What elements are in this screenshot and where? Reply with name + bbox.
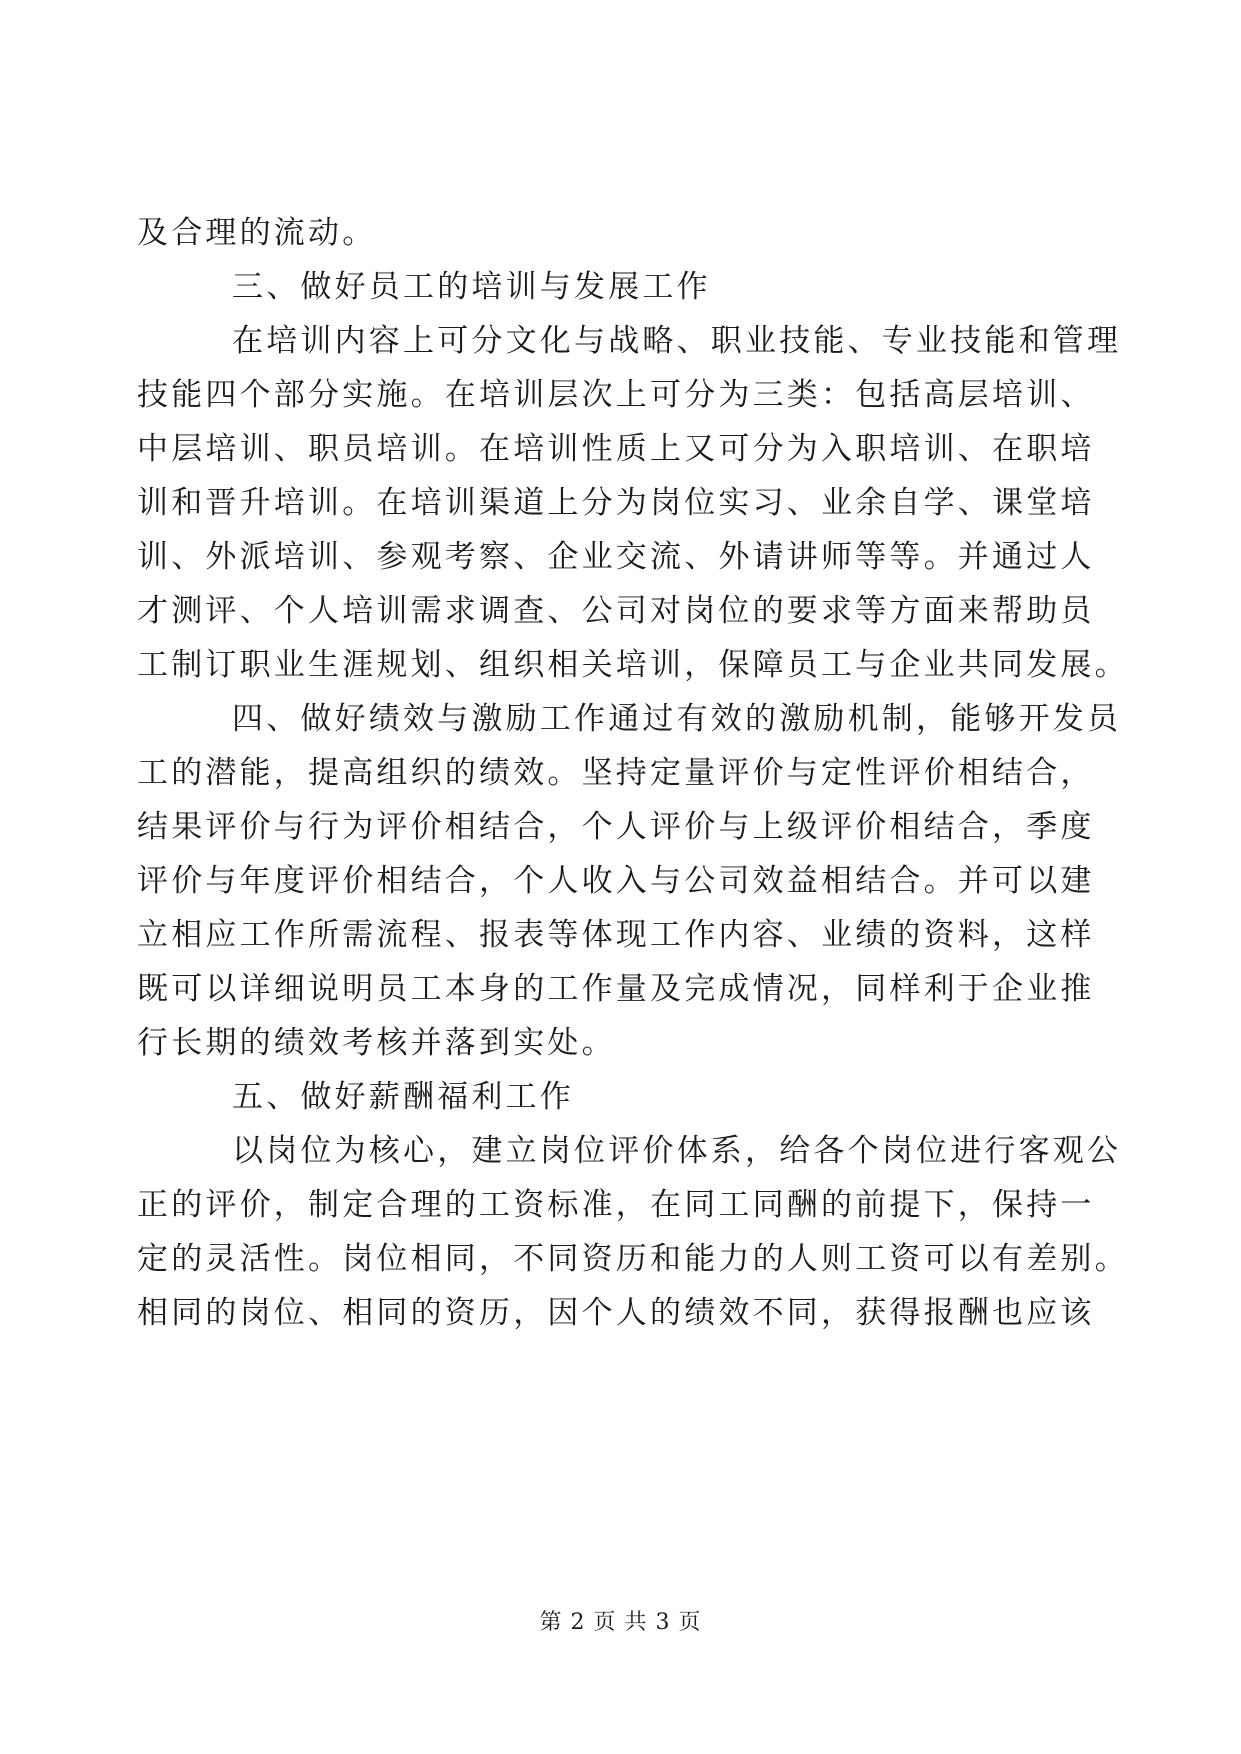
text-line: 以岗位为核心，建立岗位评价体系，给各个岗位进行客观公 (232, 1133, 1122, 1169)
section-heading: 四、做好绩效与激励工作通过有效的激励机制，能够开发员 (232, 701, 1122, 737)
text-line: 相同的岗位、相同的资历，因个人的绩效不同，获得报酬也应该 (137, 1295, 1095, 1331)
text-line: 训、外派培训、参观考察、企业交流、外请讲师等等。并通过人 (137, 539, 1095, 575)
text-line: 行长期的绩效考核并落到实处。 (137, 1025, 616, 1061)
section-heading: 三、做好员工的培训与发展工作 (232, 269, 711, 305)
text-line: 正的评价，制定合理的工资标准，在同工同酬的前提下，保持一 (137, 1187, 1095, 1223)
text-line: 立相应工作所需流程、报表等体现工作内容、业绩的资料，这样 (137, 917, 1095, 953)
text-line: 评价与年度评价相结合，个人收入与公司效益相结合。并可以建 (137, 863, 1095, 899)
text-line: 技能四个部分实施。在培训层次上可分为三类：包括高层培训、 (137, 377, 1095, 413)
text-line: 中层培训、职员培训。在培训性质上又可分为入职培训、在职培 (137, 431, 1095, 467)
text-line: 及合理的流动。 (137, 215, 377, 251)
text-line: 定的灵活性。岗位相同，不同资历和能力的人则工资可以有差别。 (137, 1241, 1129, 1277)
text-line: 工的潜能，提高组织的绩效。坚持定量评价与定性评价相结合， (137, 755, 1095, 791)
text-line: 才测评、个人培训需求调查、公司对岗位的要求等方面来帮助员 (137, 593, 1095, 629)
text-line: 工制订职业生涯规划、组织相关培训，保障员工与企业共同发展。 (137, 647, 1129, 683)
text-line: 既可以详细说明员工本身的工作量及完成情况，同样利于企业推 (137, 971, 1095, 1007)
section-heading: 五、做好薪酬福利工作 (232, 1079, 574, 1115)
page-footer: 第 2 页 共 3 页 (539, 1610, 702, 1635)
text-line: 在培训内容上可分文化与战略、职业技能、专业技能和管理 (232, 323, 1122, 359)
text-line: 训和晋升培训。在培训渠道上分为岗位实习、业余自学、课堂培 (137, 485, 1095, 521)
text-line: 结果评价与行为评价相结合，个人评价与上级评价相结合，季度 (137, 809, 1095, 845)
